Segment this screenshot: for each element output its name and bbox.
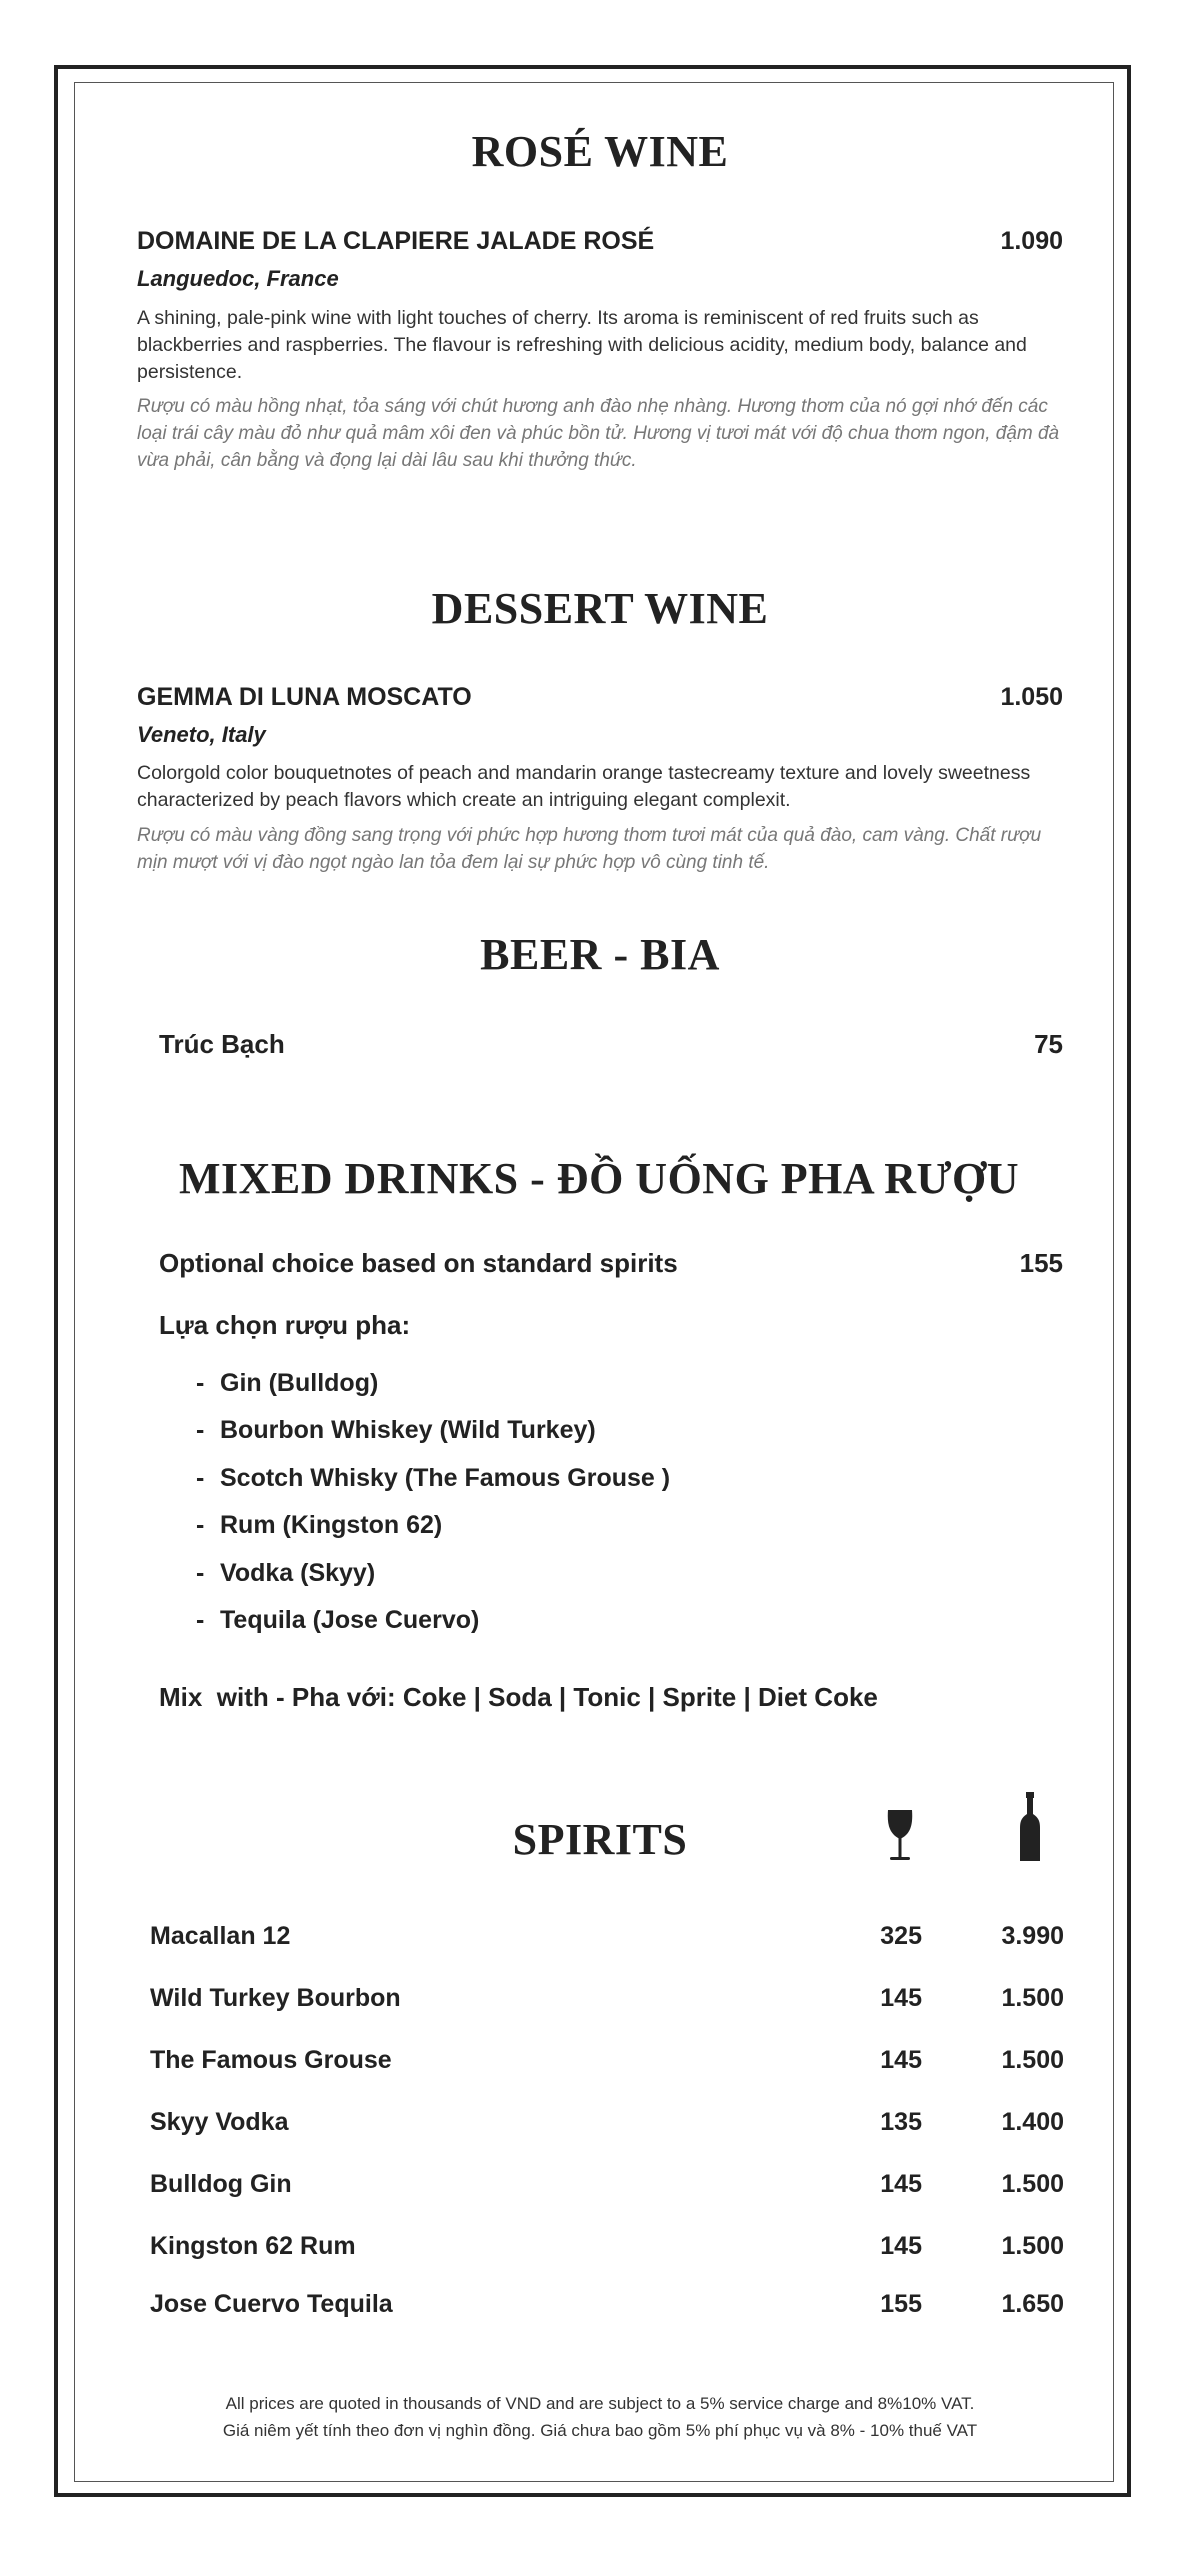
mixed-option-price: 155 <box>1019 1248 1063 1278</box>
dessert-wine-heading: DESSERT WINE <box>431 584 769 633</box>
spirit-choice: Bourbon Whiskey (Wild Turkey) <box>220 1416 596 1444</box>
list-item <box>196 1369 378 1398</box>
spirit-row-bottle-price: 1.500 <box>1001 2232 1064 2260</box>
rose-wine-heading: ROSÉ WINE <box>471 127 729 176</box>
rose-item-name: DOMAINE DE LA CLAPIERE JALADE ROSÉ <box>137 227 655 255</box>
mix-with-line: Mix with - Pha với: Coke | Soda | Tonic | Sprite | Diet Coke <box>159 1682 878 1712</box>
dessert-item-name: GEMMA DI LUNA MOSCATO <box>137 683 472 711</box>
spirit-row-bottle-price: 1.650 <box>1001 2290 1064 2318</box>
spirit-choice: Rum (Kingston 62) <box>220 1511 443 1539</box>
spirit-row-bottle-price: 1.400 <box>1001 2108 1064 2136</box>
price-note-vi: Giá niêm yết tính theo đơn vị nghìn đồng. Giá chưa bao gồm 5% phí phục vụ và 8% - 10% thuế VAT <box>222 2421 978 2440</box>
spirit-row-name: Kingston 62 Rum <box>150 2232 356 2260</box>
rose-item-region: Languedoc, France <box>137 266 339 291</box>
list-item <box>196 1511 442 1540</box>
wine-glass-icon <box>882 1808 918 1866</box>
list-dash: - <box>196 1606 205 1634</box>
dessert-item-region: Veneto, Italy <box>137 722 266 747</box>
beer-item-price: 75 <box>1034 1029 1063 1059</box>
rose-item-description-vi: Rượu có màu hồng nhạt, tỏa sáng với chút hương anh đào nhẹ nhàng. Hương thơm của nó gợi nhớ đến các loại trái cây màu đỏ như quả mâm xôi đen và phúc bồn tử. Hương vị tươi mát với độ chua thơm ngon, đậm đà vừa phải, cân bằng và đọng lại dài lâu sau khi thưởng thức. <box>137 396 1060 471</box>
spirit-choice: Gin (Bulldog) <box>220 1369 379 1397</box>
spirit-row-name: Macallan 12 <box>150 1922 291 1950</box>
spirit-row-glass-price: 145 <box>880 2170 922 2198</box>
spirit-row-glass-price: 145 <box>880 1984 922 2012</box>
spirit-row-glass-price: 145 <box>880 2046 922 2074</box>
spirit-row-name: Jose Cuervo Tequila <box>150 2290 393 2318</box>
beer-item-name: Trúc Bạch <box>159 1029 285 1059</box>
dessert-item-price: 1.050 <box>1000 683 1063 711</box>
spirit-row-bottle-price: 1.500 <box>1001 2170 1064 2198</box>
spirit-choice: Tequila (Jose Cuervo) <box>220 1606 480 1634</box>
spirit-row-name: The Famous Grouse <box>150 2046 392 2074</box>
dessert-item-description-vi: Rượu có màu vàng đồng sang trọng với phức hợp hương thơm tươi mát của quả đào, cam vàng. Chất rượu mịn mượt với vị đào ngọt ngào lan tỏa đem lại sự phức hợp vô cùng tinh tế. <box>137 825 1042 873</box>
list-item <box>196 1464 670 1493</box>
spirit-row-glass-price: 155 <box>880 2290 922 2318</box>
spirit-row-bottle-price: 1.500 <box>1001 1984 1064 2012</box>
spirit-choice: Vodka (Skyy) <box>220 1559 376 1587</box>
list-dash: - <box>196 1511 205 1539</box>
mixed-option-label: Optional choice based on standard spirits <box>159 1248 678 1278</box>
list-dash: - <box>196 1416 205 1444</box>
spirit-row-glass-price: 135 <box>880 2108 922 2136</box>
list-item <box>196 1606 479 1635</box>
spirit-row-name: Wild Turkey Bourbon <box>150 1984 401 2012</box>
rose-item-price: 1.090 <box>1000 227 1063 255</box>
list-item <box>196 1559 375 1588</box>
list-item <box>196 1416 596 1445</box>
dessert-item-description-en: Colorgold color bouquetnotes of peach and mandarin orange tastecreamy texture and lovely sweetness characterized by peach flavors which create an intriguing elegant complexit. <box>137 762 1031 811</box>
list-dash: - <box>196 1464 205 1492</box>
spirit-row-bottle-price: 3.990 <box>1001 1922 1064 1950</box>
spirit-row-glass-price: 145 <box>880 2232 922 2260</box>
spirit-row-bottle-price: 1.500 <box>1001 2046 1064 2074</box>
wine-bottle-icon <box>1017 1792 1043 1862</box>
mixed-choice-label: Lựa chọn rượu pha: <box>159 1310 411 1340</box>
spirit-row-name: Bulldog Gin <box>150 2170 292 2198</box>
list-dash: - <box>196 1559 205 1587</box>
rose-item-description-en: A shining, pale-pink wine with light touches of cherry. Its aroma is reminiscent of red fruits such as blackberries and raspberries. The flavour is refreshing with delicious acidity, medium body, balance and persistence. <box>137 307 1027 383</box>
spirit-row-name: Skyy Vodka <box>150 2108 289 2136</box>
spirit-choice: Scotch Whisky (The Famous Grouse ) <box>220 1464 671 1492</box>
spirit-row-glass-price: 325 <box>880 1922 922 1950</box>
mixed-drinks-heading: MIXED DRINKS - ĐỒ UỐNG PHA RƯỢU <box>178 1154 1020 1203</box>
spirits-heading: SPIRITS <box>512 1815 688 1864</box>
list-dash: - <box>196 1369 205 1397</box>
beer-heading: BEER - BIA <box>480 930 720 979</box>
price-note-en: All prices are quoted in thousands of VND and are subject to a 5% service charge and 8%10% VAT. <box>225 2394 975 2413</box>
